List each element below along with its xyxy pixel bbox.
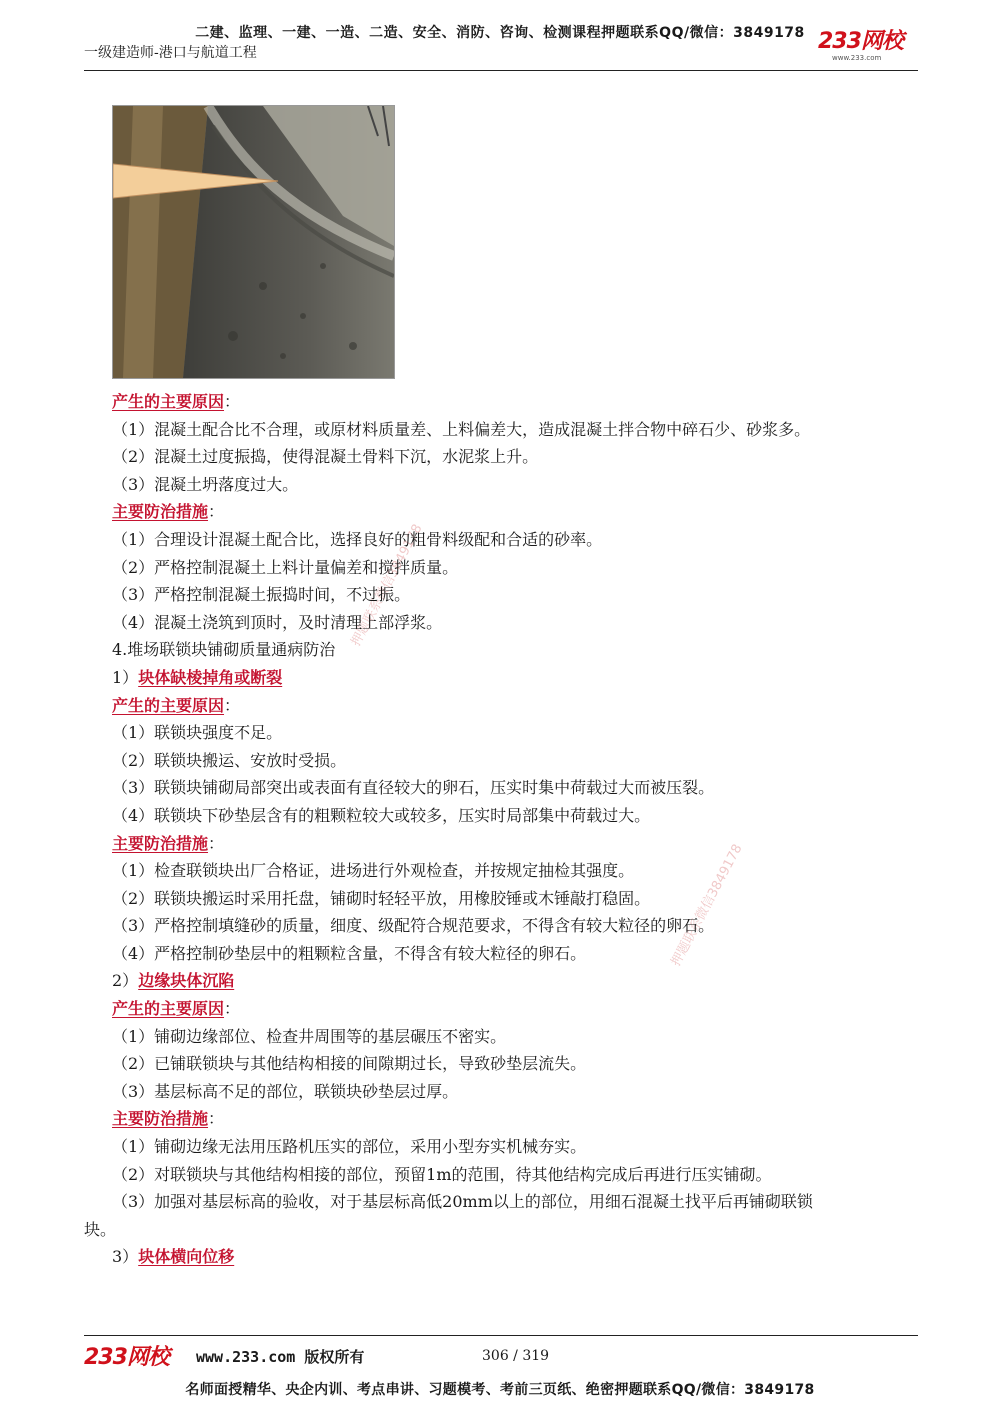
list-item: （1）合理设计混凝土配合比，选择良好的粗骨料级配和合适的砂率。	[112, 529, 603, 549]
list-item: （3）严格控制填缝砂的质量，细度、级配符合规范要求，不得含有较大粒径的卵石。	[112, 916, 715, 936]
section-heading: 产生的主要原因：	[112, 695, 241, 715]
list-item: （2）对联锁块与其他结构相接的部位，预留1m的范围，待其他结构完成后再进行压实铺砌。	[112, 1164, 772, 1184]
page-number: 306 / 319	[482, 1348, 550, 1364]
footer-rule	[84, 1335, 918, 1336]
subsection-title: 2）边缘块体沉陷	[112, 971, 235, 991]
list-item: （1）铺砌边缘无法用压路机压实的部位，采用小型夯实机械夯实。	[112, 1137, 587, 1157]
list-item-continuation: 块。	[84, 1219, 117, 1239]
section-heading: 主要防治措施：	[112, 502, 225, 522]
list-item: （3）严格控制混凝土振捣时间，不过振。	[112, 585, 411, 605]
section-heading: 产生的主要原因：	[112, 392, 241, 411]
footer-logo: 233网校	[84, 1345, 169, 1370]
concrete-surface-photo	[112, 105, 395, 379]
subsection-title: 3）块体横向位移	[112, 1247, 235, 1267]
logo-mark: 233网校	[818, 29, 903, 54]
list-item: （2）联锁块搬运时采用托盘，铺砌时轻轻平放，用橡胶锤或木锤敲打稳固。	[112, 888, 651, 908]
document-body	[84, 388, 924, 1271]
header-banner: 二建、监理、一建、一造、二造、安全、消防、咨询、检测课程押题联系QQ/微信：3849178	[195, 25, 805, 41]
list-item: （4）混凝土浇筑到顶时，及时清理上部浮浆。	[112, 612, 443, 632]
list-item: （3）基层标高不足的部位，联锁块砂垫层过厚。	[112, 1081, 459, 1101]
list-item: （3）联锁块铺砌局部突出或表面有直径较大的卵石，压实时集中荷载过大而被压裂。	[112, 778, 715, 798]
list-item: （3）加强对基层标高的验收，对于基层标高低20mm以上的部位，用细石混凝土找平后再铺砌联锁	[112, 1192, 813, 1212]
list-item: （1）混凝土配合比不合理，或原材料质量差、上料偏差大，造成混凝土拌合物中碎石少、砂浆多。	[112, 419, 811, 439]
brand-logo	[818, 30, 918, 66]
list-item: （4）联锁块下砂垫层含有的粗颗粒较大或较多，压实时局部集中荷载过大。	[112, 805, 651, 825]
subsection-title: 1）块体缺棱掉角或断裂	[112, 667, 283, 687]
section-title: 4.堆场联锁块铺砌质量通病防治	[112, 640, 336, 660]
footer-copyright: www.233.com 版权所有	[196, 1348, 365, 1366]
list-item: （1）检查联锁块出厂合格证，进场进行外观检查，并按规定抽检其强度。	[112, 861, 635, 881]
list-item: （2）联锁块搬运、安放时受损。	[112, 750, 347, 770]
list-item: （3）混凝土坍落度过大。	[112, 474, 299, 494]
section-heading: 主要防治措施：	[112, 833, 225, 853]
section-heading: 产生的主要原因：	[112, 999, 241, 1019]
footer-banner: 名师面授精华、央企内训、考点串讲、习题模考、考前三页纸、绝密押题联系QQ/微信：3849178	[185, 1382, 815, 1398]
list-item: （2）混凝土过度振捣，使得混凝土骨料下沉，水泥浆上升。	[112, 447, 539, 467]
logo-url: www.233.com	[832, 54, 882, 62]
list-item: （1）联锁块强度不足。	[112, 723, 283, 743]
section-heading: 主要防治措施：	[112, 1109, 225, 1129]
book-title: 一级建造师-港口与航道工程	[84, 45, 257, 61]
watermark: 押题联系微信3849178	[668, 841, 746, 969]
header-rule	[84, 70, 918, 71]
list-item: （2）严格控制混凝土上料计量偏差和搅拌质量。	[112, 557, 459, 577]
watermark: 押题联系微信3849178	[348, 521, 426, 649]
list-item: （2）已铺联锁块与其他结构相接的间隙期过长，导致砂垫层流失。	[112, 1054, 587, 1074]
list-item: （4）严格控制砂垫层中的粗颗粒含量，不得含有较大粒径的卵石。	[112, 943, 587, 963]
list-item: （1）铺砌边缘部位、检查井周围等的基层碾压不密实。	[112, 1026, 507, 1046]
